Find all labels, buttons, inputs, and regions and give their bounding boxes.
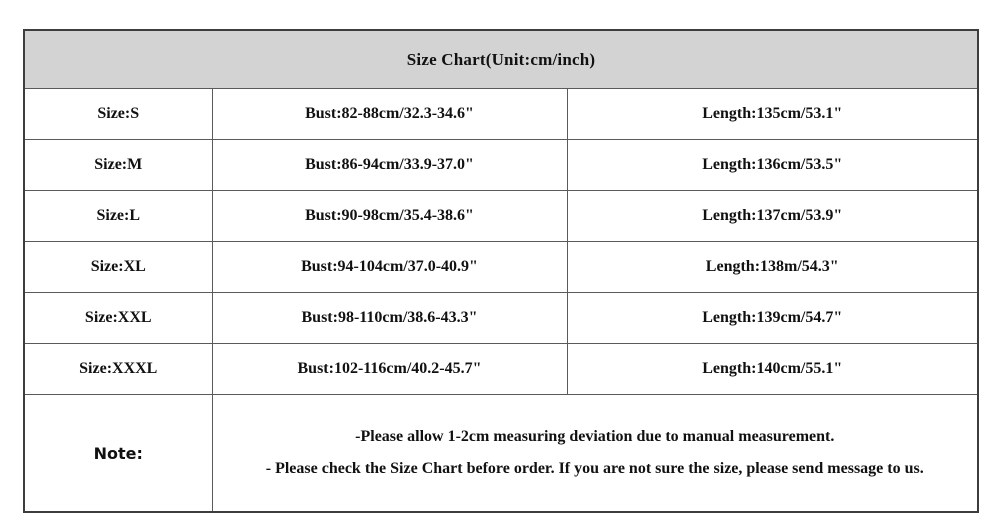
table-row	[24, 191, 978, 242]
length-cell: Length:139cm/54.7"	[567, 293, 978, 344]
size-cell: Size:XXXL	[24, 344, 212, 395]
bust-cell: Bust:102-116cm/40.2-45.7"	[212, 344, 567, 395]
length-cell: Length:135cm/53.1"	[567, 89, 978, 140]
length-cell: Length:136cm/53.5"	[567, 140, 978, 191]
bust-cell: Bust:98-110cm/38.6-43.3"	[212, 293, 567, 344]
bust-cell: Bust:86-94cm/33.9-37.0"	[212, 140, 567, 191]
note-row	[24, 395, 978, 513]
bust-cell: Bust:90-98cm/35.4-38.6"	[212, 191, 567, 242]
table-row	[24, 89, 978, 140]
note-line-1: -Please allow 1-2cm measuring deviation due to manual measurement.	[355, 428, 835, 445]
header-row	[24, 30, 978, 89]
table-row	[24, 293, 978, 344]
size-rows	[24, 89, 978, 395]
table-row	[24, 242, 978, 293]
table-row	[24, 344, 978, 395]
table-row	[24, 140, 978, 191]
size-cell: Size:S	[24, 89, 212, 140]
note-cell	[212, 395, 978, 513]
size-cell: Size:XL	[24, 242, 212, 293]
size-cell: Size:XXL	[24, 293, 212, 344]
note-label: Note:	[24, 395, 212, 513]
size-cell: Size:M	[24, 140, 212, 191]
length-cell: Length:137cm/53.9"	[567, 191, 978, 242]
size-cell: Size:L	[24, 191, 212, 242]
length-cell: Length:138m/54.3"	[567, 242, 978, 293]
bust-cell: Bust:94-104cm/37.0-40.9"	[212, 242, 567, 293]
note-line-2: - Please check the Size Chart before order. If you are not sure the size, please send message to us.	[265, 460, 924, 477]
bust-cell: Bust:82-88cm/32.3-34.6"	[212, 89, 567, 140]
size-chart-table	[23, 29, 979, 513]
length-cell: Length:140cm/55.1"	[567, 344, 978, 395]
table-title: Size Chart(Unit:cm/inch)	[24, 30, 978, 89]
